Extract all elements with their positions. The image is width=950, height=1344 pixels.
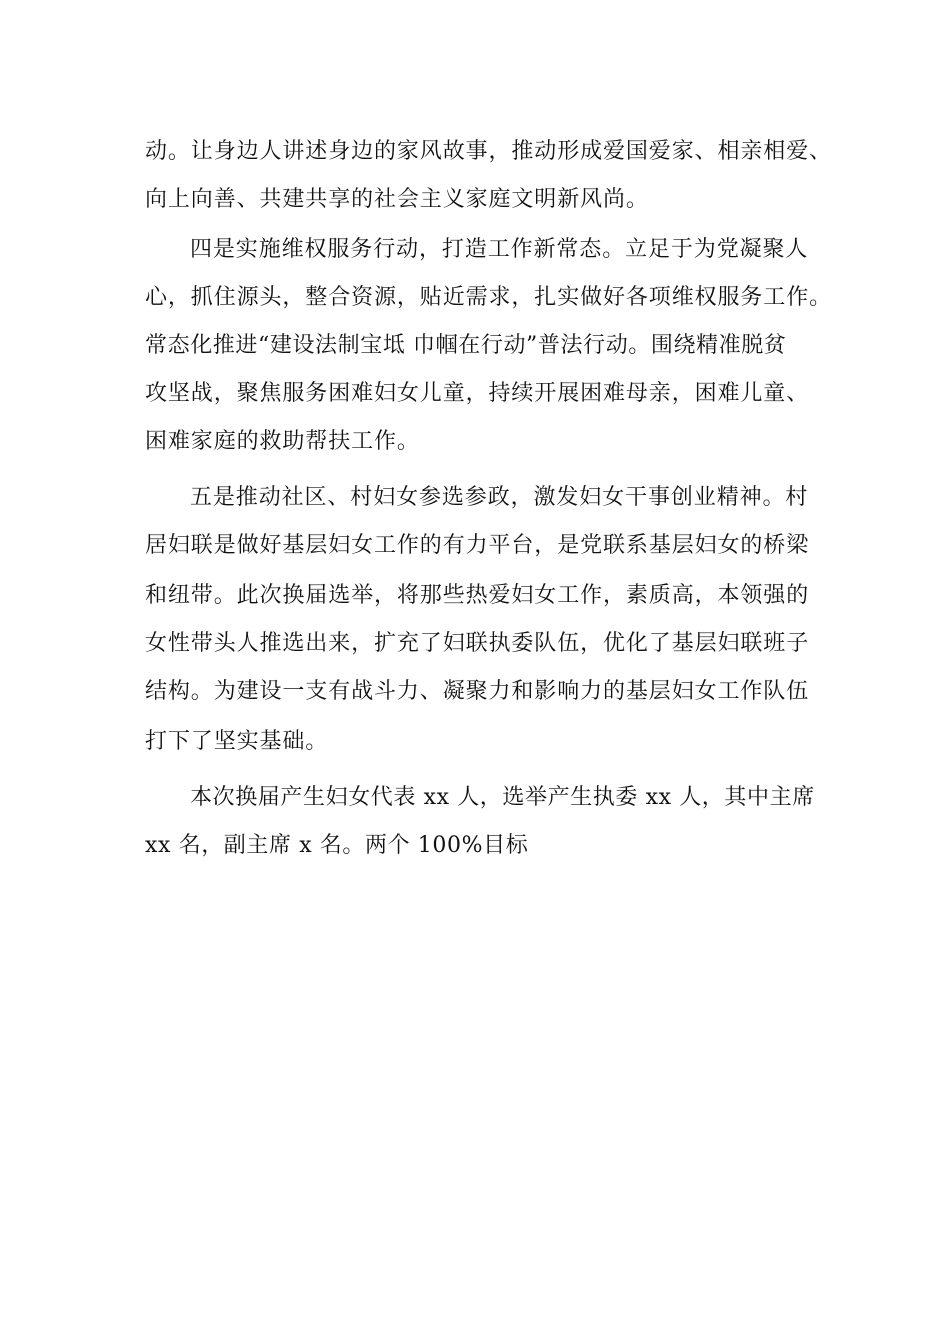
text-line: 打下了坚实基础。 xyxy=(145,729,329,754)
text-line: 常态化推进“建设法制宝坻 巾帼在行动”普法行动。围绕精准脱贫 xyxy=(145,333,787,358)
text-line: 居妇联是做好基层妇女工作的有力平台，是党联系基层妇女的桥梁 xyxy=(145,533,810,558)
text-line: 五是推动社区、村妇女参选参政，激发妇女干事创业精神。村 xyxy=(190,485,809,510)
text-line: 四是实施维权服务行动，打造工作新常态。立足于为党凝聚人 xyxy=(190,237,809,262)
text-line: 女性带头人推选出来，扩充了妇联执委队伍，优化了基层妇联班子 xyxy=(145,631,810,656)
text-line: 向上向善、共建共享的社会主义家庭文明新风尚。 xyxy=(145,187,649,212)
text-line: 困难家庭的救助帮扶工作。 xyxy=(145,429,420,454)
text-line: 心，抓住源头，整合资源，贴近需求，扎实做好各项维权服务工作。 xyxy=(145,285,833,310)
text-line: 和纽带。此次换届选举，将那些热爱妇女工作，素质高，本领强的 xyxy=(145,583,810,608)
text-line: 结构。为建设一支有战斗力、凝聚力和影响力的基层妇女工作队伍 xyxy=(145,679,810,704)
text-line: xx 名，副主席 x 名。两个 100%目标 xyxy=(145,833,529,858)
text-line: 动。让身边人讲述身边的家风故事，推动形成爱国爱家、相亲相爱、 xyxy=(145,139,833,164)
text-line: 本次换届产生妇女代表 xx 人，选举产生执委 xx 人，其中主席 xyxy=(190,785,815,810)
text-line: 攻坚战，聚焦服务困难妇女儿童，持续开展困难母亲，困难儿童、 xyxy=(145,381,810,406)
